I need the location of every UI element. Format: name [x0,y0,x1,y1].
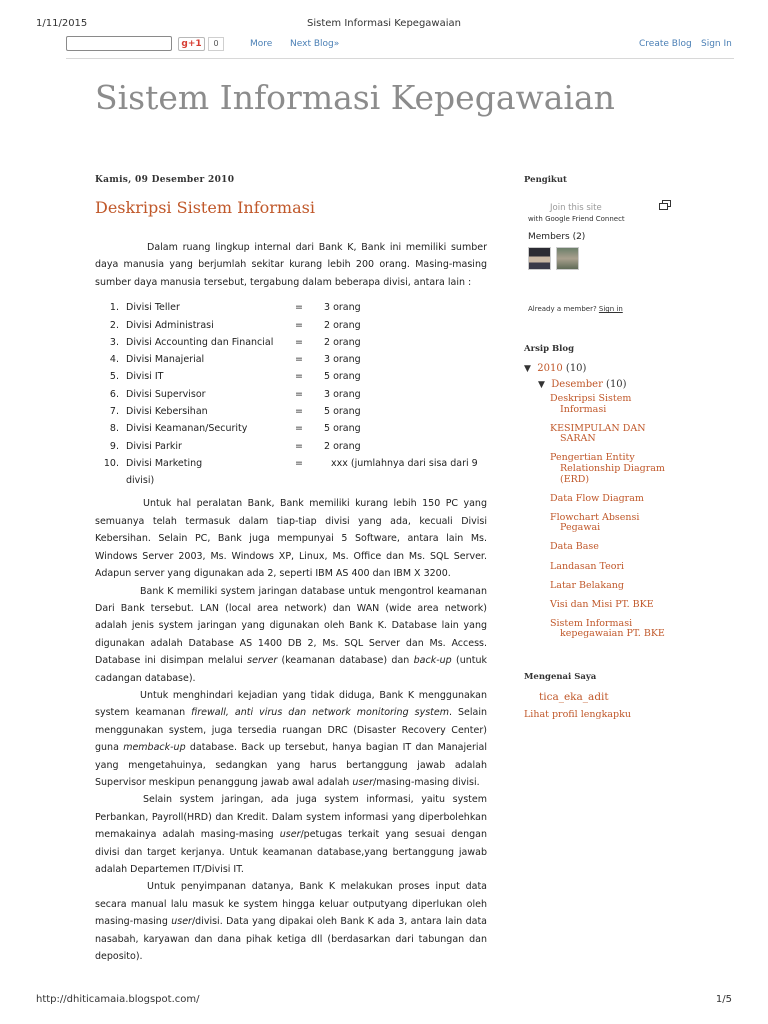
print-page-number: 1/5 [715,994,732,1005]
blog-archive-widget [524,344,704,640]
main-column [95,175,487,965]
friend-connect-caption: with Google Friend Connect [528,215,625,223]
members-count: Members (2) [528,232,586,242]
post-intro: Dalam ruang lingkup internal dari Bank K, Bank ini memiliki sumber daya manusia yang berjumlah sekitar kurang lebih 200 orang. Masing-masing sumber daya manusia tersebut, tergabung dalam beberapa divisi, antara lain : [95,242,487,288]
archive-post-link[interactable] [550,453,700,485]
division-count: 3 orang [324,302,361,314]
archive-post-title-line: Sistem Informasi [550,617,633,629]
division-item [95,420,487,437]
already-member-text: Already a member? Sign in [528,305,623,313]
division-item [95,317,487,334]
next-blog-link[interactable]: Next Blog» [290,39,340,49]
division-item [95,334,487,351]
archive-post-title-line: Data Flow Diagram [550,492,644,504]
division-name: Divisi Kebersihan [126,406,208,417]
division-list [95,299,487,489]
archive-post-title-line: KESIMPULAN DAN [550,422,646,434]
archive-post-title-line: kepegawaian PT. BKE [560,628,665,640]
archive-post-link[interactable] [550,600,700,611]
header-divider [66,58,734,59]
division-number: 8. [109,423,119,435]
archive-heading: Arsip Blog [524,344,575,354]
division-number: 2. [109,319,119,331]
division-number: 10. [103,457,119,469]
archive-post-title-line: Deskripsi Sistem [550,393,632,404]
sign-in-link[interactable]: Sign In [701,39,732,49]
division-equals: = [295,440,303,452]
division-equals: = [295,371,303,383]
division-name: Divisi IT [126,371,164,383]
division-name: Divisi Administrasi [126,319,214,331]
sidebar-sign-in-link[interactable]: Sign in [598,305,623,313]
post-date: Kamis, 09 Desember 2010 [95,175,235,185]
post-paragraph: Bank K memiliki system jaringan database untuk mengontrol keamanan Dari Bank tersebut. LAN (local area network) dan WAN (wide area network) adalah jenis system jaringan yang digunakan oleh Bank K. Database lain yang digunakan adalah Database AS 1400 DB 2, Ms. SQL Server dan Ms. Access. Database ini disimpan melalui server (keamanan database) dan back-up (untuk cadangan database). [95,585,488,684]
archive-post-link[interactable] [550,619,700,640]
division-number: 1. [109,302,119,314]
post-paragraph: Untuk hal peralatan Bank, Bank memiliki kurang lebih 150 PC yang semuanya telah termasuk dalam tiap-tiap divisi yang ada, kecuali Divisi Kebersihan. Selain PC, Bank juga mempunyai 5 Software, antara lain Ms. Windows Server 2003, Ms. Windows XP, Linux, Ms. Office dan Ms. SQL Server. Adapun server yang digunakan ada 2, seperti IBM AS 400 dan IBM X 3200. [95,498,487,580]
division-equals: = [295,457,303,469]
division-name: Divisi Marketing [126,457,203,469]
print-url: http://dhiticamaia.blogspot.com/ [36,994,200,1005]
archive-month: ▼ Desember (10) [538,379,627,390]
division-count: 3 orang [324,354,361,366]
division-name: Divisi Manajerial [126,354,205,366]
archive-year: ▼ 2010 (10) [524,363,587,374]
division-name: Divisi Accounting dan Financial [126,336,274,348]
view-profile-link[interactable]: Lihat profil lengkapku [524,709,631,720]
division-number: 7. [109,406,119,417]
about-me-widget [524,672,704,720]
search-input[interactable] [66,36,172,51]
post-title[interactable]: Deskripsi Sistem Informasi [95,198,315,217]
division-name: Divisi Supervisor [126,388,206,400]
post-paragraph: Untuk penyimpanan datanya, Bank K melakukan proses input data secara manual lalu masuk ke system hingga keluar outputyang diperlukan oleh masing-masing user/divisi. Data yang dipakai oleh Bank K ada 3, antara lain data nasabah, karyawan dan dana pihak ketiga dll (berdasarkan dari tabungan dan deposito). [95,881,487,963]
print-header [0,0,768,36]
archive-post-link[interactable] [550,494,700,505]
division-item [95,386,487,403]
division-equals: = [295,319,303,331]
archive-post-link[interactable] [550,562,700,573]
archive-post-title-line: Visi dan Misi PT. BKE [550,598,654,610]
blog-title[interactable]: Sistem Informasi Kepegawaian [95,78,615,117]
blogger-navbar [66,36,734,54]
division-equals: = [295,388,303,400]
archive-post-title-line: Pengertian Entity [550,452,635,464]
division-item [95,455,487,490]
post-body [95,239,487,965]
division-equals: = [295,354,303,366]
external-window-icon[interactable] [659,200,671,210]
division-item [95,351,487,368]
expand-triangle-icon[interactable]: ▼ [538,380,545,390]
archive-post-title-line: Latar Belakang [550,579,624,591]
member-avatar[interactable] [528,247,551,270]
archive-post-link[interactable] [550,542,700,553]
archive-post-title-line: Flowchart Absensi [550,511,640,523]
division-count: 5 orang [324,371,361,383]
archive-post-list [550,394,700,649]
join-site-link[interactable]: Join this site [550,203,602,213]
division-count: 2 orang [324,319,361,331]
google-plus-one-button[interactable]: g+1 [178,37,205,51]
archive-post-link[interactable] [550,581,700,592]
archive-post-title-line: Pegawai [560,522,601,534]
expand-triangle-icon[interactable]: ▼ [524,364,531,374]
division-count: 3 orang [324,388,361,400]
archive-post-link[interactable] [550,424,700,445]
print-title: Sistem Informasi Kepegawaian [307,18,461,29]
division-item [95,368,487,385]
division-number: 9. [109,440,119,452]
post-paragraph: Untuk menghindari kejadian yang tidak diduga, Bank K menggunakan system keamanan firewall, anti virus dan network monitoring system. Selain menggunakan system, juga tersedia ruangan DRC (Disaster Recovery Center) guna memback-up database. Back up tersebut, hanya bagian IT dan Manajerial yang mengetahuinya, sedangkan yang harus bertanggung jawab adalah Supervisor meskipun penanggung jawab awal adalah user/masing-masing divisi. [95,689,487,788]
archive-post-title-line: Landasan Teori [550,560,625,572]
plus-one-count: 0 [208,37,224,51]
archive-year-link[interactable]: 2010 [537,363,563,374]
archive-post-title-line: Data Base [550,541,599,553]
archive-post-link[interactable] [550,513,700,534]
division-equals: = [295,406,303,417]
archive-post-title-line: Relationship Diagram [560,462,665,474]
archive-post-title-line: SARAN [560,433,596,445]
division-item [95,403,487,420]
division-equals: = [295,302,303,314]
division-name: Divisi Keamanan/Security [126,423,248,435]
division-name: Divisi Teller [126,302,180,314]
division-number: 6. [109,388,119,400]
division-equals: = [295,423,303,435]
archive-month-link[interactable]: Desember [551,379,603,390]
division-number: 5. [109,371,119,383]
division-name-continued: divisi) [126,475,155,487]
division-count: 5 orang [324,406,361,417]
division-number: 3. [109,336,119,348]
division-item [95,438,487,455]
profile-name-link[interactable]: tica_eka_adit [539,691,609,703]
division-name: Divisi Parkir [126,440,182,452]
division-count: 2 orang [324,440,361,452]
post-paragraph: Selain system jaringan, ada juga system informasi, yaitu system Perbankan, Payroll(HRD) dan Kredit. Dalam system informasi yang diperbolehkan memakainya adalah masing-masing user/petugas terkait yang sesuai dengan divisi dan target kerjanya. Untuk keamanan database,yang bertanggung jawab adalah Departemen IT/Divisi IT. [95,794,487,876]
more-link[interactable]: More [250,39,273,49]
archive-post-link[interactable] [550,394,700,415]
archive-post-title-line: Informasi [560,403,607,415]
archive-post-title-line: (ERD) [560,473,590,485]
followers-widget [524,175,704,313]
sidebar [524,175,704,720]
division-count: 5 orang [324,423,361,435]
division-item [95,299,487,316]
about-heading: Mengenai Saya [524,672,597,682]
print-date: 1/11/2015 [36,18,88,29]
division-number: 4. [109,354,119,366]
member-avatar[interactable] [556,247,579,270]
create-blog-link[interactable]: Create Blog [639,39,692,49]
division-count: xxx (jumlahnya dari sisa dari 9 [331,457,478,469]
division-count: 2 orang [324,336,361,348]
division-equals: = [295,336,303,348]
followers-heading: Pengikut [524,175,567,185]
